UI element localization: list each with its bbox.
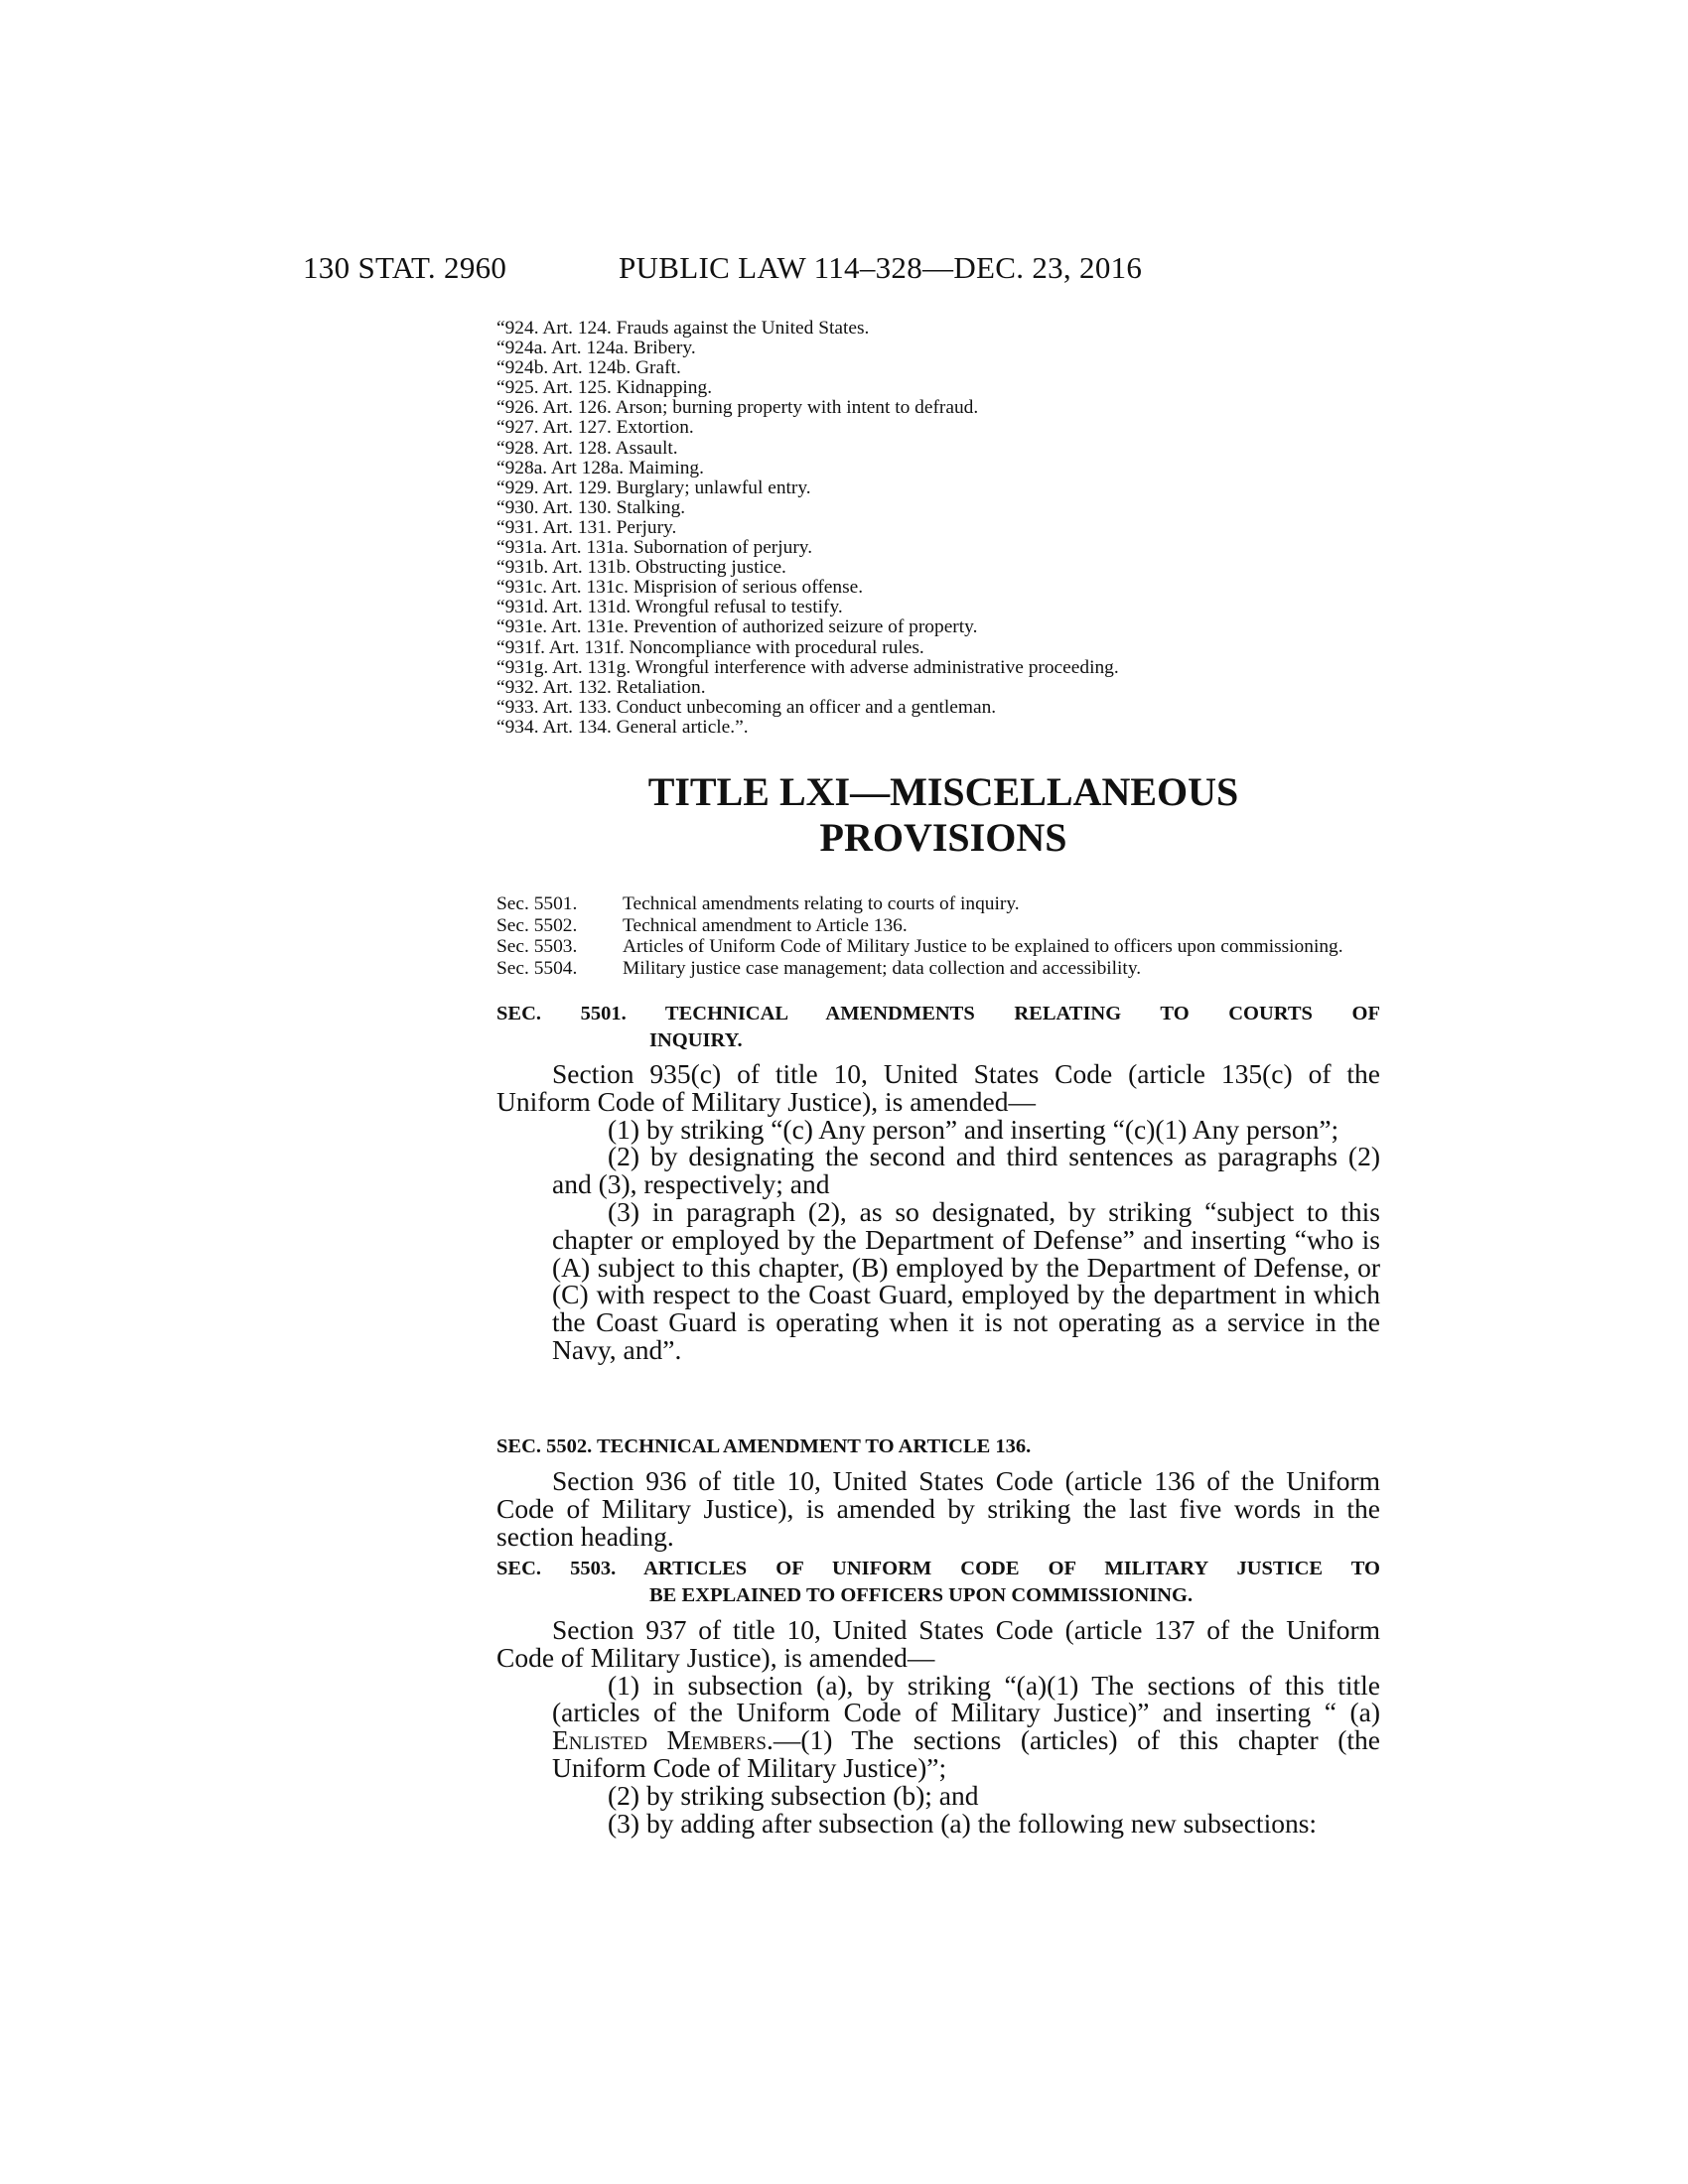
toc-item: “931c. Art. 131c. Misprision of serious offense.: [496, 577, 864, 599]
sec-5503-item-1-after: .—(1) The sections (articles) of this chapter (the Uniform Code of Military Justice)”;: [552, 1724, 1380, 1783]
sec-5502-heading: [496, 1433, 1380, 1460]
toc-item: “924b. Art. 124b. Graft.: [496, 357, 681, 379]
sec-5503-item-2: (2) by striking subsection (b); and: [608, 1779, 979, 1811]
section-number: Sec. 5502.: [496, 914, 578, 936]
sec-5502-heading-line: SEC. 5502. TECHNICAL AMENDMENT TO ARTICLE 136.: [496, 1435, 1032, 1457]
section-title: Technical amendments relating to courts of inquiry.: [623, 893, 1020, 914]
section-list-item: [496, 958, 1380, 980]
sec-5501-intro: Section 935(c) of title 10, United States Code (article 135(c) of the Uniform Code of Military Justice), is amended—: [496, 1058, 1380, 1117]
toc-item: “925. Art. 125. Kidnapping.: [496, 377, 713, 399]
section-number: Sec. 5504.: [496, 957, 578, 979]
sec-5501-item-3: (3) in paragraph (2), as so designated, by striking “subject to this chapter or employed by the Department of Defense” and inserting “who is (A) subject to this chapter, (B) employed by the Department of Defense, or (C) with respect to the Coast Guard, employed by the department in which the Coast Guard is operating when it is not operating as a service in the Navy, and”.: [552, 1195, 1380, 1365]
section-title: Military justice case management; data collection and accessibility.: [623, 957, 1142, 979]
toc-item: “926. Art. 126. Arson; burning property with intent to defraud.: [496, 397, 979, 419]
sec-5503-body: [496, 1616, 1380, 1837]
toc-item: “929. Art. 129. Burglary; unlawful entry.: [496, 477, 811, 498]
toc-item: “931b. Art. 131b. Obstructing justice.: [496, 557, 786, 579]
toc-item: “931a. Art. 131a. Subornation of perjury.: [496, 537, 813, 559]
page-header: [0, 250, 1688, 290]
sec-5501-heading: [496, 1001, 1380, 1054]
title-line-1: TITLE LXI—MISCELLANEOUS: [647, 769, 1239, 814]
toc-item: “931. Art. 131. Perjury.: [496, 516, 677, 538]
toc-item: “928. Art. 128. Assault.: [496, 437, 678, 459]
sec-5501-item-2: (2) by designating the second and third sentences as paragraphs (2) and (3), respectively; and: [552, 1141, 1380, 1200]
section-title: Articles of Uniform Code of Military Justice to be explained to officers upon commissioning.: [623, 936, 1343, 957]
sec-5503-item-1-smallcaps: Enlisted Members: [552, 1724, 767, 1756]
stat-citation: 130 STAT. 2960: [303, 250, 507, 285]
sec-5502-body: [496, 1467, 1380, 1550]
section-title: Technical amendment to Article 136.: [623, 914, 908, 936]
sec-5503-intro: Section 937 of title 10, United States Code (article 137 of the Uniform Code of Military Justice), is amended—: [496, 1614, 1380, 1673]
section-number: Sec. 5503.: [496, 936, 578, 957]
sec-5501-heading-line-2: INQUIRY.: [649, 1029, 743, 1051]
toc-item: “924. Art. 124. Frauds against the United States.: [496, 318, 870, 339]
toc-item: “930. Art. 130. Stalking.: [496, 496, 686, 518]
law-title: PUBLIC LAW 114–328—DEC. 23, 2016: [619, 250, 1143, 285]
sec-5503-heading: [496, 1556, 1380, 1609]
article-table-of-contents: [496, 319, 1390, 738]
toc-item: “931g. Art. 131g. Wrongful interference with adverse administrative proceeding.: [496, 656, 1119, 678]
sec-5503-item-1: [496, 1669, 1380, 1783]
sec-5503-heading-line-1: SEC. 5503. ARTICLES OF UNIFORM CODE OF MILITARY JUSTICE TO: [496, 1558, 1380, 1579]
title-line-2: PROVISIONS: [819, 815, 1067, 860]
section-list-item: [496, 915, 1380, 937]
toc-item: “924a. Art. 124a. Bribery.: [496, 338, 696, 359]
toc-item: “932. Art. 132. Retaliation.: [496, 676, 706, 698]
title-heading: [496, 769, 1390, 861]
toc-item: “931f. Art. 131f. Noncompliance with procedural rules.: [496, 636, 924, 658]
section-list-item: [496, 893, 1380, 915]
toc-item: “933. Art. 133. Conduct unbecoming an officer and a gentleman.: [496, 696, 997, 718]
toc-item: “931d. Art. 131d. Wrongful refusal to testify.: [496, 597, 843, 618]
sec-5501-item-1: (1) by striking “(c) Any person” and inserting “(c)(1) Any person”;: [608, 1113, 1339, 1145]
sections-list: [496, 893, 1380, 979]
sec-5502-text: Section 936 of title 10, United States Code (article 136 of the Uniform Code of Military Justice), is amended by striking the last five words in the section heading.: [496, 1465, 1380, 1552]
sec-5501-heading-line-1: SEC. 5501. TECHNICAL AMENDMENTS RELATING TO COURTS OF: [496, 1003, 1380, 1024]
section-number: Sec. 5501.: [496, 893, 578, 914]
toc-item: “927. Art. 127. Extortion.: [496, 417, 694, 439]
toc-item: “931e. Art. 131e. Prevention of authorized seizure of property.: [496, 616, 978, 638]
toc-item: “934. Art. 134. General article.”.: [496, 716, 749, 738]
toc-item: “928a. Art 128a. Maiming.: [496, 457, 704, 478]
sec-5503-heading-line-2: BE EXPLAINED TO OFFICERS UPON COMMISSIONING.: [649, 1584, 1194, 1606]
sec-5501-body: [496, 1060, 1380, 1364]
section-list-item: [496, 936, 1380, 958]
sec-5503-item-1-before: (1) in subsection (a), by striking “(a)(1) The sections of this title (articles of the Uniform Code of Military Justice)” and inserting “ (a): [552, 1669, 1380, 1728]
sec-5503-item-3: (3) by adding after subsection (a) the following new subsections:: [608, 1807, 1318, 1839]
